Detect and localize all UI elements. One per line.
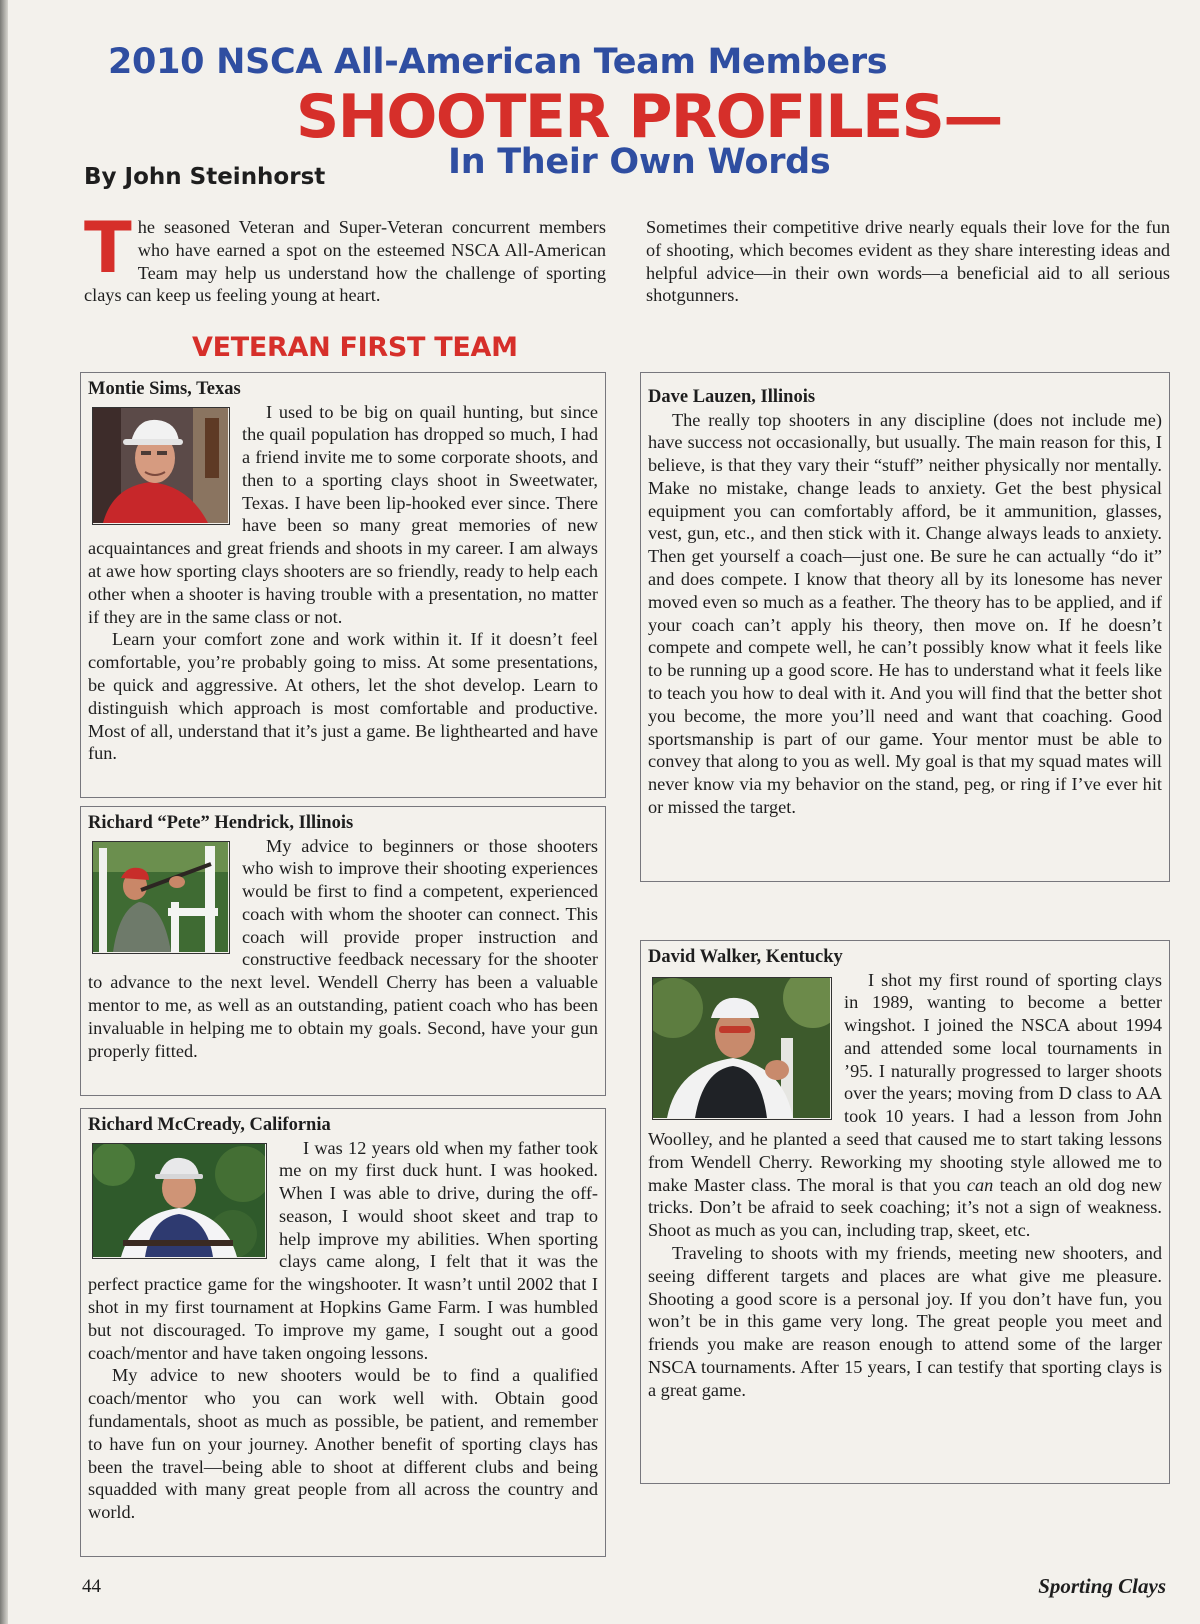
- mccready-paragraph-2: My advice to new shooters would be to find a qualified coach/mentor who you can work well with. Obtain good fundamentals, shoot as much as possible, be patient, and remember to have fun on your journey. Another benefit of sporting clays has been the travel—being able to shoot at different clubs and being squadded with many great people from all across the country and world.: [88, 1365, 598, 1523]
- lauzen-paragraph-1: The really top shooters in any discipline (does not include me) have success not occasionally, but usually. The main reason for this, I believe, is that they vary their “stuff” neither physically nor mentally. Make no mistake, change leads to anxiety. Get the best physical equipment you can comfortably afford, be it ammunition, glasses, vest, gun, etc., and then stick with it. Change always leads to anxiety. Then get yourself a coach—just one. Be sure he can actually “do it” and does compete. I know that theory all by its lonesome has never moved even so much as a feather. The theory has to be applied, and if your coach can’t apply his theory, then move on. If he doesn’t compete and compete well, he can’t possibly know what it feels like to be running up a good score. He has to understand what it feels like to teach you how to deal with it. And you will find that the better shot you become, the more you’ll need and want that coaching. Good sportsmanship is part of our game. Your mentor must be able to convey that along to you as well. My goal is that my squad mates will never know via my behavior on the stand, peg, or ring if I’ve ever hit or missed the target.: [648, 409, 1162, 818]
- walker-paragraph-1b: teach an old dog new tricks. Don’t be afraid to seek coaching; it’s not a sign of weakness. Shoot as much as you can, including trap, skeet, etc.: [648, 1174, 1162, 1241]
- profile-text-mccready-2: [88, 1364, 598, 1524]
- sims-paragraph-2: Learn your comfort zone and work within it. If it doesn’t feel comfortable, you’re probably going to miss. At some presentations, be quick and aggressive. At others, let the shot develop. Learn to distinguish which approach is most comfortable and productive. Most of all, understand that it’s just a game. Be lighthearted and have fun.: [88, 629, 598, 764]
- hendrick-paragraph-1: My advice to beginners or those shooters who wish to improve their shooting experiences would be first to find a competent, experienced coach with whom the shooter can connect. This coach will provide proper instruction and constructive feedback necessary for the shooter to advance to the next level. Wendell Cherry has been a valuable mentor to me, as well as an outstanding, patient coach who has been invaluable in helping me to obtain my goals. Second, have your gun properly fitted.: [88, 835, 598, 1061]
- profile-name: Richard “Pete” Hendrick, Illinois: [88, 813, 354, 833]
- page-edge-shadow: [0, 0, 8, 1624]
- profile-name: David Walker, Kentucky: [648, 947, 843, 967]
- profile-box-hendrick: [80, 806, 606, 1096]
- article-subtitle: In Their Own Words: [448, 142, 831, 182]
- walker-paragraph-2: Traveling to shoots with my friends, meeting new shooters, and seeing different targets and places are what give me pleasure. Shooting a good score is a personal joy. If you don’t have fun, you won’t be in this game very long. The great people you meet and friends you make are reason enough to attend some of the larger NSCA tournaments. After 15 years, I can testify that sporting clays is a great game.: [648, 1243, 1162, 1400]
- article-kicker: 2010 NSCA All-American Team Members: [108, 42, 888, 82]
- profile-name: Richard McCready, California: [88, 1115, 331, 1135]
- profile-box-walker: [640, 940, 1170, 1484]
- portrait-photo-hendrick: [92, 841, 230, 954]
- profile-name: Montie Sims, Texas: [88, 379, 241, 399]
- drop-cap: T: [84, 207, 132, 289]
- section-heading: VETERAN FIRST TEAM: [192, 332, 518, 363]
- walker-emphasis: can: [966, 1174, 994, 1195]
- profile-box-sims: [80, 372, 606, 798]
- portrait-photo-sims: [92, 407, 230, 525]
- portrait-photo-walker: [652, 977, 832, 1120]
- profile-text-lauzen: [648, 409, 1162, 819]
- profile-box-lauzen: [640, 372, 1170, 882]
- page-number: 44: [82, 1576, 101, 1597]
- byline: By John Steinhorst: [84, 164, 326, 190]
- profile-text-walker-2: [648, 1242, 1162, 1402]
- intro-left-text: he seasoned Veteran and Super-Veteran concurrent members who have earned a spot on the esteemed NSCA All-American Team may help us understand how the challenge of sporting clays can keep us feeling young at heart.: [84, 217, 606, 306]
- mccready-paragraph-1: I was 12 years old when my father took me on my first duck hunt. I was hooked. When I was able to drive, during the off-season, I would shoot skeet and trap to help improve my abilities. When sporting clays came along, I felt that it was the perfect practice game for the wingshooter. It wasn’t until 2002 that I shot in my first tournament at Hopkins Game Farm. I was humbled but not discouraged. To improve my game, I sought out a good coach/mentor and have taken ongoing lessons.: [88, 1137, 598, 1363]
- article-title: SHOOTER PROFILES—: [296, 82, 1002, 152]
- profile-box-mccready: [80, 1108, 606, 1557]
- profile-name: Dave Lauzen, Illinois: [648, 387, 816, 407]
- profile-text-sims-2: [88, 628, 598, 765]
- walker-paragraph-1a: I shot my first round of sporting clays in 1989, wanting to become a better wingshot. I joined the NSCA about 1994 and attended some local tournaments in ’95. I naturally progressed to larger shoots over the years; moving from D class to AA took 10 years. I had a lesson from John Woolley, and he planted a seed that caused me to start taking lessons from Wendell Cherry. Reworking my shooting style allowed me to make Master class. The moral is that you: [648, 969, 1162, 1195]
- intro-paragraph-left: [84, 207, 606, 307]
- magazine-name: Sporting Clays: [1038, 1574, 1166, 1598]
- sims-paragraph-1: I used to be big on quail hunting, but since the quail population has dropped so much, I had a friend invite me to some corporate shoots, and then to a sporting clays shoot in Sweetwater, Texas. I have been lip-hooked ever since. There have been so many great memories of new acquaintances and great friends and shoots in my career. I am always at awe how sporting clays shooters are so friendly, ready to help each other when a shooter is having trouble with a presentation, no matter if they are in the same class or not.: [88, 401, 598, 627]
- intro-paragraph-right: Sometimes their competitive drive nearly equals their love for the fun of shooting, which becomes evident as they share interesting ideas and helpful advice—in their own words—a beneficial aid to all serious shotgunners.: [646, 217, 1170, 306]
- portrait-photo-mccready: [92, 1143, 267, 1259]
